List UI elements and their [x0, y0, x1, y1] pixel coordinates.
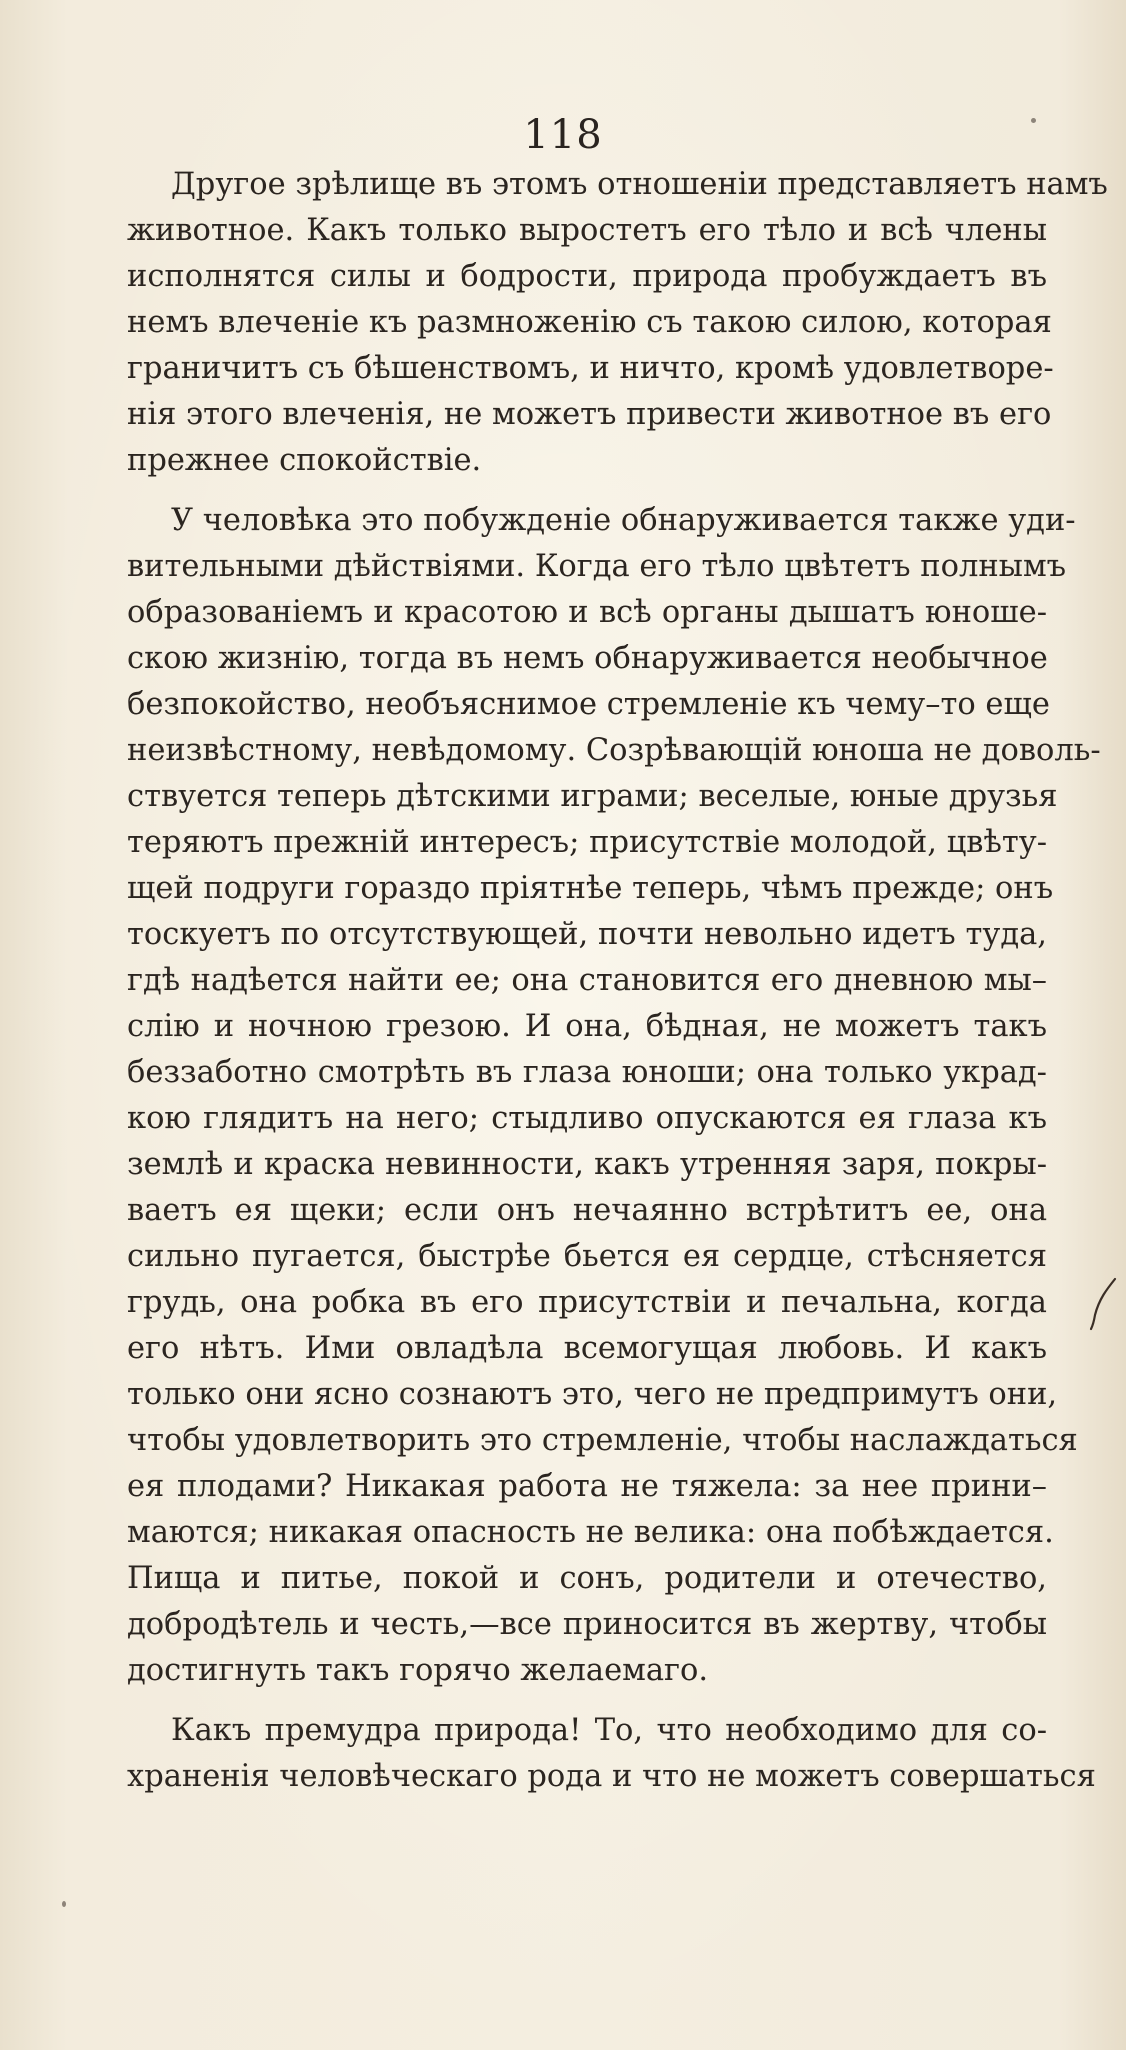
text-line: вительными дѣйствіями. Когда его тѣло цвѣтетъ полнымъ — [127, 549, 1067, 584]
text-line: Какъ премудра природа! То, что необходимо для со- — [171, 1713, 1047, 1748]
text-line: его нѣтъ. Ими овладѣла всемогущая любовь. И какъ — [127, 1331, 1047, 1366]
margin-pencil-mark — [1085, 1275, 1119, 1331]
text-line: достигнуть такъ горячо желаемаго. — [127, 1653, 709, 1688]
text-line: неизвѣстному, невѣдомому. Созрѣвающій юноша не доволь- — [127, 733, 1101, 768]
text-line: тоскуетъ по отсутствующей, почти невольно идетъ туда, — [127, 917, 1047, 952]
text-line: ея плодами? Никакая работа не тяжела: за нее прини– — [127, 1469, 1047, 1504]
text-line: слію и ночною грезою. И она, бѣдная, не можетъ такъ — [127, 1009, 1047, 1044]
text-line: теряютъ прежній интересъ; присутствіе молодой, цвѣту- — [127, 825, 1047, 860]
text-line: У человѣка это побужденіе обнаруживается также уди- — [171, 503, 1076, 538]
text-line: кою глядитъ на него; стыдливо опускаются ея глаза къ — [127, 1101, 1047, 1136]
text-line: ваетъ ея щеки; если онъ нечаянно встрѣтитъ ее, она — [127, 1193, 1047, 1228]
text-line: ствуется теперь дѣтскими играми; веселые, юные друзья — [127, 779, 1058, 814]
text-line: землѣ и краска невинности, какъ утренняя заря, покры- — [127, 1147, 1047, 1182]
text-line: безпокойство, необъяснимое стремленіе къ чему–то еще — [127, 687, 1050, 722]
text-line: граничитъ съ бѣшенствомъ, и ничто, кромѣ удовлетворе- — [127, 351, 1054, 386]
text-line: грудь, она робка въ его присутствіи и печальна, когда — [127, 1285, 1047, 1320]
text-line: сильно пугается, быстрѣе бьется ея сердце, стѣсняется — [127, 1239, 1047, 1274]
text-line: щей подруги гораздо пріятнѣе теперь, чѣмъ прежде; онъ — [127, 871, 1054, 906]
text-line: беззаботно смотрѣть въ глаза юноши; она только украд- — [127, 1055, 1047, 1090]
text-line: образованіемъ и красотою и всѣ органы дышатъ юноше- — [127, 595, 1047, 630]
text-line: чтобы удовлетворить это стремленіе, чтобы наслаждаться — [127, 1423, 1078, 1458]
text-line: гдѣ надѣется найти ее; она становится его дневною мы– — [127, 963, 1047, 998]
text-line: исполнятся силы и бодрости, природа пробуждаетъ въ — [127, 259, 1047, 294]
text-line: только они ясно сознаютъ это, чего не предпримутъ они, — [127, 1377, 1058, 1412]
page-number: 118 — [523, 112, 603, 158]
text-line: прежнее спокойствіе. — [127, 443, 482, 478]
paragraph-1 — [127, 162, 1108, 484]
text-line: немъ влеченіе къ размноженію съ такою силою, которая — [127, 305, 1052, 340]
ink-speck — [1031, 118, 1036, 123]
text-line: Пища и питье, покой и сонъ, родители и отечество, — [127, 1561, 1047, 1596]
text-line: скою жизнію, тогда въ немъ обнаруживается необычное — [127, 641, 1048, 676]
text-line: храненія человѣческаго рода и что не можетъ совершаться — [127, 1759, 1096, 1794]
text-line: Другое зрѣлище въ этомъ отношеніи представляетъ намъ — [171, 167, 1108, 202]
paragraph-2 — [127, 498, 1101, 1694]
ink-speck — [62, 1901, 66, 1907]
body-text — [127, 162, 1108, 1814]
text-line: маются; никакая опасность не велика: она побѣждается. — [127, 1515, 1054, 1550]
paragraph-3 — [127, 1708, 1096, 1800]
text-line: нія этого влеченія, не можетъ привести животное въ его — [127, 397, 1052, 432]
text-line: добродѣтель и честь,—все приносится въ жертву, чтобы — [127, 1607, 1047, 1642]
text-line: животное. Какъ только выростетъ его тѣло и всѣ члены — [127, 213, 1047, 248]
